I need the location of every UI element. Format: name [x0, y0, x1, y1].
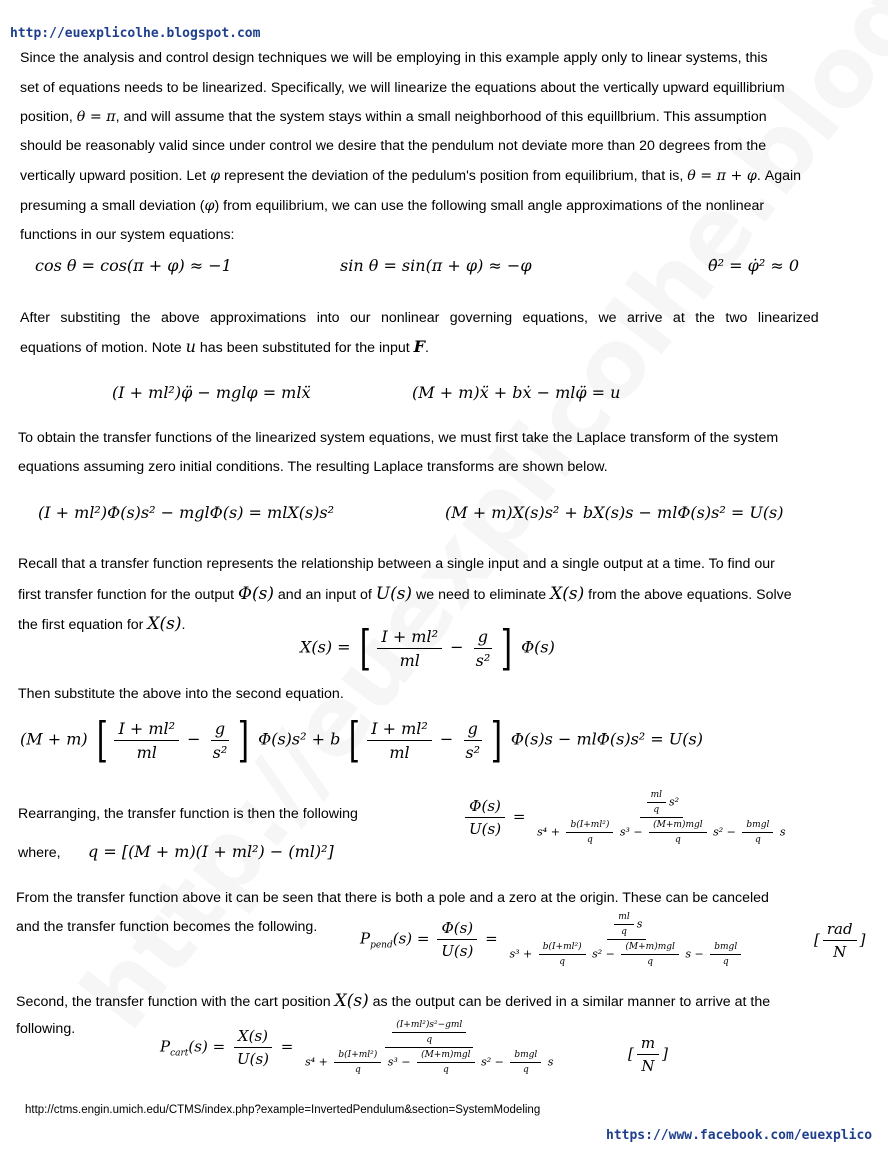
p-pend-equation: $P_{pend}(s)$ = $\frac{\Phi(s)}{U(s)}$ = $\frac{ml}{q}$ s s³ + $\frac{\text{b(I+ml²)}}{q}$ s² − $\frac{\text{(M+m)mgl}}{q}$ s − $\frac{\text{bmgl}}{q}$: [360, 912, 751, 967]
phi-symbol: φ: [210, 168, 220, 184]
recall-line-1: Recall that a transfer function represents the relationship between a single input and a single output at a time. To find our: [18, 556, 775, 572]
after-line-1: After substiting the above approximations into our nonlinear governing equations, we arrive at the two linearized: [20, 310, 819, 326]
intro-line-3: position, θ = π, and will assume that the system stays within a small neighborhood of this equillbrium. This assumption: [20, 109, 767, 125]
substituted-equation: (M + m) [ $\frac{\text{I + ml²}}{ml}$ − $\frac{g}{\text{s²}}$ ] Φ(s)s² + b [ $\frac{\text{I + ml²}}{ml}$ − $\frac{g}{\text{s²}}$ ] Φ(s)s − mlΦ(s)s² = U(s): [20, 712, 703, 768]
second-line-1: Second, the transfer function with the cart position X(s) as the output can be derived in a similar manner to arrive at the: [16, 991, 771, 1011]
footer-url[interactable]: https://www.facebook.com/euexplico: [606, 1128, 873, 1143]
source-link[interactable]: http://ctms.engin.umich.edu/CTMS/index.php?example=InvertedPendulum&section=SystemModeling: [25, 1104, 541, 1116]
transfer-function-full: $\frac{\Phi(s)}{U(s)}$ = $\frac{ml}{q}$ s² s⁴ + $\frac{\text{b(I+ml²)}}{q}$ s³ − $\frac{\text{(M+m)mgl}}{q}$ s² − $\frac{\text{bmgl}}{q}$ s: [462, 790, 793, 845]
recall-line-2: first transfer function for the output Φ(s) and an input of U(s) we need to eliminate X(s) from the above equations. Solve: [18, 584, 792, 604]
rearranging-text: Rearranging, the transfer function is then the following: [18, 806, 358, 822]
p-cart-equation: $P_{cart}(s)$ = $\frac{X(s)}{U(s)}$ = $\frac{\text{(I+ml²)s²−gml}}{q}$ s⁴ + $\frac{\text{b(I+ml²)}}{q}$ s³ − $\frac{\text{(M+m)mgl}}{q}$ s² − $\frac{\text{bmgl}}{q}$ s: [160, 1020, 554, 1075]
intro-line-1: Since the analysis and control design techniques we will be employing in this example apply only to linear systems, this: [20, 50, 768, 66]
approx-sin: sin θ = sin(π + φ) ≈ −φ: [340, 256, 532, 275]
recall-line-3: the first equation for X(s).: [18, 614, 186, 634]
cancel-line-1: From the transfer function above it can be seen that there is both a pole and a zero at the origin. These can be canceled: [16, 890, 769, 906]
theta-eq-pi: θ = π: [76, 109, 116, 125]
xs-equation: X(s) = [ $\frac{\text{I + ml²}}{ml}$ − $\frac{g}{\text{s²}}$ ] Φ(s): [300, 620, 555, 676]
cancel-line-2: and the transfer function becomes the following.: [16, 919, 318, 935]
q-definition: q = [(M + m)(I + ml²) − (ml)²]: [88, 842, 334, 861]
then-text: Then substitute the above into the second equation.: [18, 686, 344, 702]
laplace-line-2: equations assuming zero initial conditions. The resulting Laplace transforms are shown below.: [18, 459, 608, 475]
intro-line-7: functions in our system equations:: [20, 227, 235, 243]
where-label: where,: [18, 845, 61, 861]
after-line-2: equations of motion. Note u has been substituted for the input F.: [20, 337, 429, 356]
theta-eq-pi-plus-phi: θ = π + φ: [687, 168, 757, 184]
linear-eq-1: (I + ml²)φ̈ − mglφ = mlẍ: [112, 383, 311, 402]
intro-line-5: vertically upward position. Let φ represent the deviation of the pedulum's position from equilibrium, that is, θ = π + φ. Again: [20, 168, 802, 184]
laplace-eq-1: (I + ml²)Φ(s)s² − mglΦ(s) = mlX(s)s²: [38, 503, 335, 522]
laplace-line-1: To obtain the transfer functions of the linearized system equations, we must first take the Laplace transform of the system: [18, 430, 779, 446]
intro-line-4: should be reasonably valid since under control we desire that the pendulum not deviate more than 20 degrees from the: [20, 138, 767, 154]
p-cart-unit: [ $\frac{m}{N}$ ]: [628, 1034, 668, 1075]
header-url[interactable]: http://euexplicolhe.blogspot.com: [10, 26, 261, 41]
p-pend-unit: [ $\frac{\text{rad}}{N}$ ]: [814, 920, 866, 961]
intro-line-2: set of equations needs to be linearized. Specifically, we will linearize the equations about the vertically upward equillibrium: [20, 80, 785, 96]
approx-dot: θ̇² = φ̇² ≈ 0: [708, 256, 799, 275]
approx-cos: cos θ = cos(π + φ) ≈ −1: [35, 256, 232, 275]
laplace-eq-2: (M + m)X(s)s² + bX(s)s − mlΦ(s)s² = U(s): [445, 503, 784, 522]
linear-eq-2: (M + m)ẍ + bẋ − mlφ̈ = u: [412, 383, 621, 402]
second-line-2: following.: [16, 1021, 76, 1037]
intro-line-6: presuming a small deviation (φ) from equilibrium, we can use the following small angle approximations of the nonlinear: [20, 198, 765, 214]
